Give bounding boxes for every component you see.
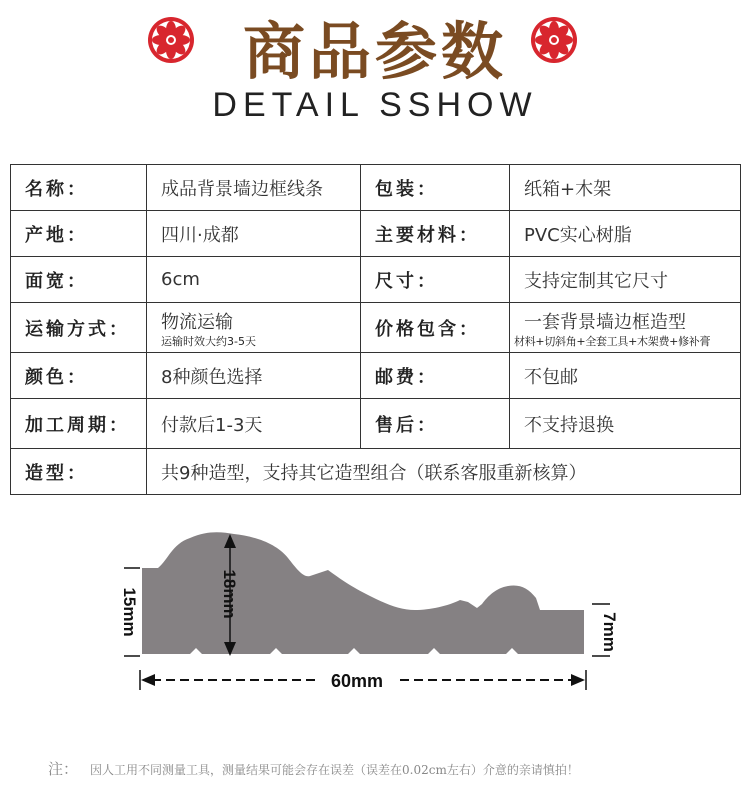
spec-value-cell [147, 303, 361, 353]
table-row [11, 449, 741, 495]
table-row [11, 257, 741, 303]
spec-value: 付款后1-3天 [147, 399, 361, 449]
note-prefix: 注： [48, 760, 79, 778]
spec-label: 名称： [11, 165, 147, 211]
table-row [11, 353, 741, 399]
spec-label: 尺寸： [361, 257, 510, 303]
table-row [11, 303, 741, 353]
table-row [11, 165, 741, 211]
dimension-width-label: 60mm [330, 671, 384, 691]
spec-label: 主要材料： [361, 211, 510, 257]
spec-value-cell [510, 303, 741, 353]
disclaimer-note [48, 758, 748, 779]
spec-value: 成品背景墙边框线条 [147, 165, 361, 211]
note-text: 因人工用不同测量工具，测量结果可能会存在误差（误差在0.02cm左右）介意的亲请慎拍！ [90, 763, 579, 777]
spec-label: 价格包含： [361, 303, 510, 353]
spec-value: 共9种造型，支持其它造型组合（联系客服重新核算） [147, 449, 741, 495]
spec-label: 产地： [11, 211, 147, 257]
table-row [11, 211, 741, 257]
dimension-left-label: 15mm [120, 587, 139, 637]
spec-value: 一套背景墙边框造型 [524, 311, 686, 333]
molding-profile-shape [142, 532, 584, 654]
spec-value: 8种颜色选择 [147, 353, 361, 399]
spec-value: 四川·成都 [147, 211, 361, 257]
spec-value: 6cm [147, 257, 361, 303]
spec-label: 运输方式： [11, 303, 147, 353]
dimension-right-label: 7mm [600, 612, 619, 652]
title-row [0, 0, 750, 88]
flower-ornament-icon [528, 14, 580, 66]
spec-label: 颜色： [11, 353, 147, 399]
page-subtitle: DETAIL SSHOW [212, 86, 538, 124]
spec-value: 不支持退换 [510, 399, 741, 449]
page-title: 商品参数 [242, 15, 507, 88]
spec-subnote: 材料+切斜角+全套工具+木架费+修补膏 [514, 334, 711, 348]
dimension-height-label: 18mm [220, 569, 239, 619]
spec-subnote: 运输时效大约3-5天 [161, 334, 256, 348]
spec-value: 支持定制其它尺寸 [510, 257, 741, 303]
spec-label: 售后： [361, 399, 510, 449]
table-row [11, 399, 741, 449]
spec-value: 纸箱+木架 [510, 165, 741, 211]
profile-diagram [110, 528, 630, 698]
spec-label: 包装： [361, 165, 510, 211]
spec-value: PVC实心树脂 [510, 211, 741, 257]
spec-value: 不包邮 [510, 353, 741, 399]
spec-label: 加工周期： [11, 399, 147, 449]
spec-table [10, 164, 741, 495]
spec-label: 造型： [11, 449, 147, 495]
spec-value: 物流运输 [161, 311, 233, 333]
spec-label: 邮费： [361, 353, 510, 399]
spec-label: 面宽： [11, 257, 147, 303]
